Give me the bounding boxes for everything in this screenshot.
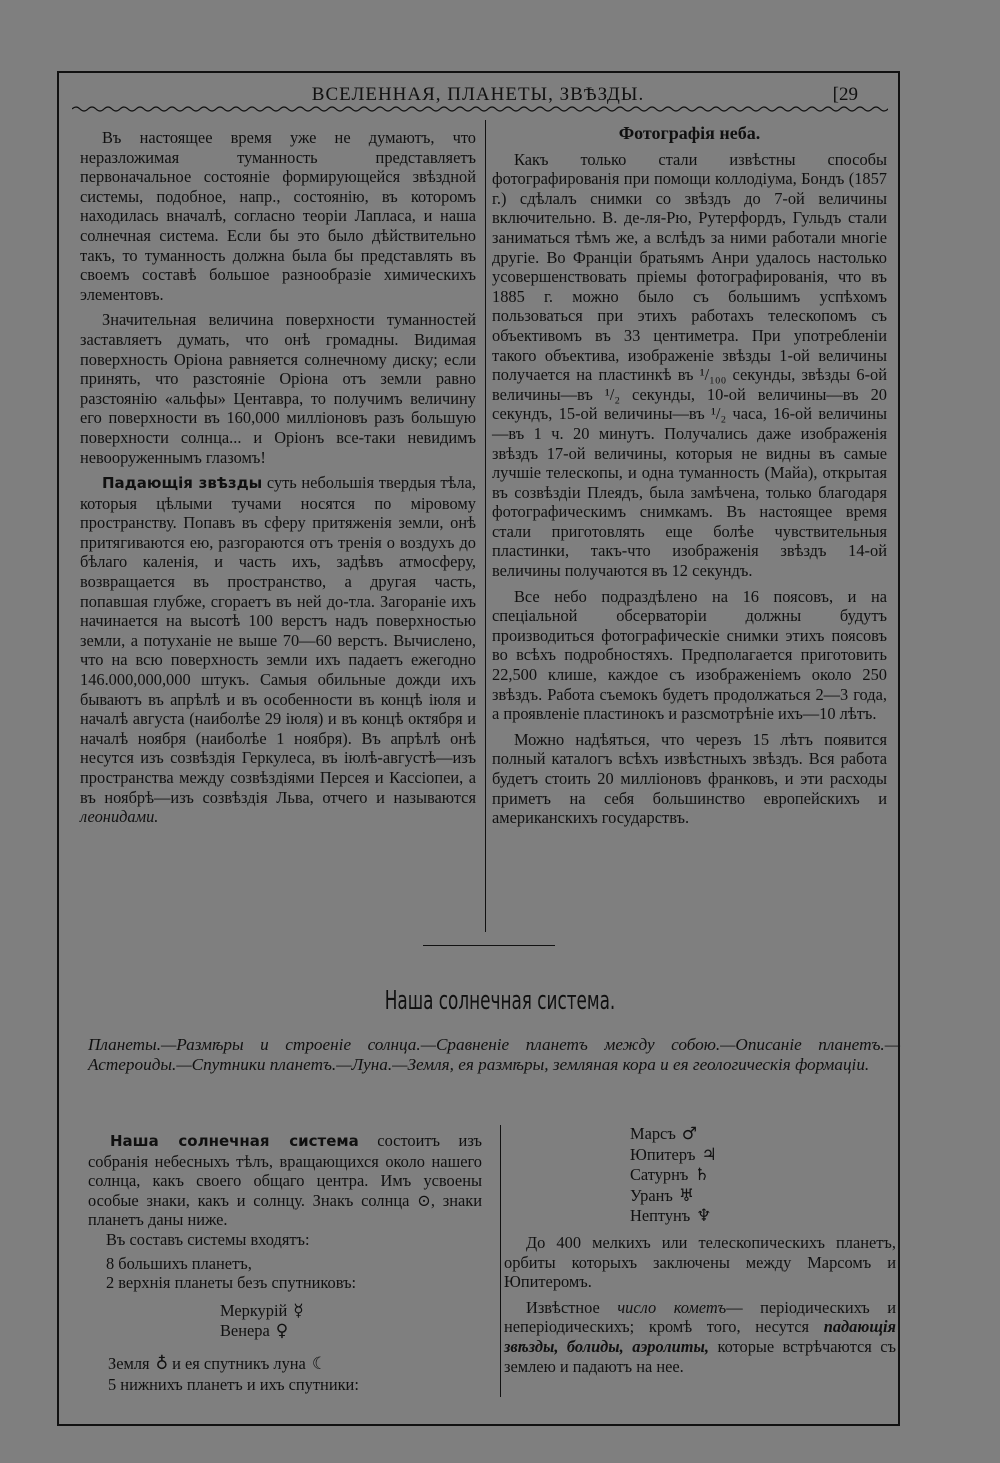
lower-planets-list — [504, 1124, 896, 1227]
uranus-symbol-icon: ♅ — [678, 1185, 695, 1206]
paragraph-catalog: Можно надѣяться, что черезъ 15 лѣтъ появится полный каталогъ всѣхъ извѣстныхъ звѣздъ. Вся работа будетъ стоить 20 милліоновъ франковъ, и эти расходы приметъ на себя большинство европейскихъ и американскихъ государствъ. — [492, 729, 887, 828]
column-divider-bottom — [500, 1125, 501, 1397]
neptune-name: Нептунъ — [630, 1206, 691, 1226]
earth-line — [88, 1354, 482, 1375]
page-number: [29 — [832, 84, 858, 105]
meteors-terms: падающія звѣзды, болиды, аэролиты, — [504, 1317, 896, 1356]
paragraph-solar-intro — [88, 1131, 482, 1230]
moon-symbol-icon: ☾ — [311, 1353, 328, 1374]
left-column — [80, 128, 476, 833]
section-title: Наша солнечная система. — [384, 986, 616, 1016]
uranus-name: Уранъ — [630, 1185, 673, 1205]
meteors-text: суть небольшія твердыя тѣла, которыя цѣлыми тучами носятся по міровому пространству. Попавъ въ сферу притяженія земли, онѣ притягиваются ею, разгораются отъ тренія о воздухъ до бѣлаго каленія, и часть ихъ, задѣвъ атмосферу, возвращается въ пространство, а другая часть, попавшая глубже, сгораетъ въ ней до-тла. Загораніе ихъ начинается на высотѣ 100 верстъ надъ поверхностью земли, а потуханіе не выше 70—60 верстъ. Вычислено, что на всю поверхность земли ихъ падаетъ ежегодно 146.000,000,000 штукъ. Самыя обильные дожди ихъ бываютъ въ апрѣлѣ и въ особенности въ концѣ іюля и началѣ августа (наиболѣе 29 іюля) и въ концѣ октября и началѣ ноября (наиболѣе 1 ноября). Въ апрѣлѣ онѣ несутся изъ созвѣздія Геркулеса, въ іюлѣ-августѣ—изъ пространства между созвѣздіями Персея и Кассіопеи, а въ ноябрѣ—изъ созвѣздія Льва, отчего и называются — [80, 473, 476, 807]
comets-term: число кометъ — [617, 1297, 727, 1317]
venus-symbol-icon: ♀ — [275, 1321, 289, 1342]
jupiter-name: Юпитеръ — [630, 1144, 696, 1164]
comets-text-a: Извѣстное — [526, 1297, 618, 1317]
planet-saturn — [630, 1165, 896, 1186]
saturn-name: Сатурнъ — [630, 1165, 689, 1185]
mars-symbol-icon: ♂ — [681, 1124, 698, 1144]
section-divider — [423, 945, 555, 946]
planet-neptune — [630, 1206, 896, 1227]
mars-name: Марсъ — [630, 1124, 676, 1143]
photography-title: Фотографія неба. — [618, 123, 761, 143]
earth-name: Земля — [108, 1353, 150, 1373]
paragraph-photo-history: Какъ только стали извѣстны способы фотографированія при помощи коллодіума, Бондъ (1857 г.) сдѣлалъ снимки со звѣздъ до 7-ой величины включительно. В. де-ля-Рю, Рутерфордъ, Гульдъ стали заниматься тѣмъ же, а вслѣдъ за ними работали многіе другіе. Во Франціи братьямъ Анри удалось настолько усовершенствовать пріемы фотографированія, что въ 1885 г. можно было съ большимъ успѣхомъ пользоваться при этихъ работахъ телескопомъ съ объективомъ въ 33 центиметра. При употребленіи такого объектива, изображеніе звѣзды 1-ой величины получается на пластинкѣ въ ¹/₁₀₀ секунды, звѣзды 6-ой величины—въ ¹/₂ секунды, 10-ой величины—въ 20 секундъ, 15-ой величины—въ ¹/₂ часа, 16-ой величины—въ 1 ч. 20 минутъ. Получались даже изображенія звѣздъ 17-ой величины, которыя не видны въ самые лучшіе телескопы, и одна туманность (Майа), открытая въ созвѣздіи Плеядъ, была замѣчена, только благодаря фотографическимъ снимкамъ. Въ настоящее время стали приготовлять еще болѣе чувствительныя пластинки, такъ-что изображенія звѣздъ 14-ой величины получаются въ 12 секундъ. — [492, 149, 887, 581]
column-divider-top — [485, 120, 486, 932]
planet-mars — [630, 1124, 896, 1145]
planet-uranus — [630, 1186, 896, 1207]
earth-moon-text: и ея спутникъ луна — [172, 1353, 306, 1373]
jupiter-symbol-icon: ♃ — [701, 1144, 717, 1165]
mercury-name: Меркурій — [220, 1300, 288, 1320]
composition-line: Въ составъ системы входятъ: — [106, 1229, 310, 1249]
comets-text-c: которые встрѣчаются съ землею и падаютъ на нее. — [504, 1336, 896, 1376]
planet-venus — [220, 1321, 482, 1342]
section-subheading: Планеты.—Размѣры и строеніе солнца.—Сравненіе планетъ между собою.—Описаніе планетъ.—Астероиды.—Спутники планетъ.—Луна.—Земля, ея размѣры, земляная кора и ея геологическія формаціи. — [88, 1035, 900, 1074]
paragraph-sky-zones: Все небо подраздѣлено на 16 поясовъ, и на спеціальной обсерваторіи должны будутъ производиться фотографическіе снимки этихъ поясовъ во всѣхъ подробностяхъ. Предполагается приготовить 22,500 клише, каждое съ изображеніемъ около 250 звѣздъ. Работа съемокъ будетъ продолжаться 2—3 года, а проявленіе пластинокъ и разсмотрѣніе ихъ—10 лѣтъ. — [492, 586, 887, 724]
solar-system-right-column — [504, 1124, 896, 1382]
upper-planets-list — [88, 1301, 482, 1342]
comets-text-b: — періодическихъ и непеpіодическихъ; кромѣ того, несутся — [504, 1297, 896, 1337]
big-planets-line: 8 большихъ планетъ, — [106, 1253, 252, 1273]
paragraph-comets — [504, 1298, 896, 1376]
saturn-symbol-icon: ♄ — [694, 1165, 710, 1186]
venus-name: Венера — [220, 1321, 270, 1341]
paragraph-asteroids: До 400 мелкихъ или телескопическихъ планетъ, орбиты которыхъ заключены между Марсомъ и Юпитеромъ. — [504, 1232, 896, 1292]
planet-mercury — [220, 1301, 482, 1322]
solar-intro-text: состоитъ изъ собранія небесныхъ тѣлъ, вращающихся около нашего солнца, какъ своего общаго центра. Имъ усвоены особые знаки, какъ и солнцу. Знакъ солнца ⊙, знаки планетъ даны ниже. — [88, 1131, 482, 1230]
running-title: ВСЕЛЕННАЯ, ПЛАНЕТЫ, ЗВѢЗДЫ. — [311, 84, 645, 105]
paragraph-meteors — [80, 473, 476, 827]
right-column — [492, 124, 887, 834]
solar-system-left-column — [88, 1131, 482, 1394]
paragraph-orion: Значительная величина поверхности туманностей заставляетъ думать, что онѣ громадны. Видимая поверхность Оріона равняется солнечному диску; если принять, что разстояніе Оріона отъ земли равно разстоянію «альфы» Центавра, то получимъ величину его поверхности въ 160,000 милліоновъ разъ большую поверхности солнца... и Оріонъ все-таки невидимъ невооруженнымъ глазомъ! — [80, 310, 476, 467]
mercury-symbol-icon: ☿ — [293, 1300, 304, 1321]
lower-planets-line: 5 нижнихъ планетъ и ихъ спутники: — [108, 1374, 359, 1394]
solar-system-heading: Наша солнечная система — [110, 1132, 359, 1150]
paragraph-nebula: Въ настоящее время уже не думаютъ, что неразложимая туманность представляетъ первоначальное состояніе формирующейся звѣздной системы, подобное, напр., состоянію, въ которомъ находилась вначалѣ, согласно теоріи Лапласа, и наша солнечная система. Если бы это было дѣйствительно такъ, то туманность должна была бы представлять въ своемъ составѣ большое разнообразіе химическихъ элементовъ. — [80, 128, 476, 304]
planet-jupiter — [630, 1145, 896, 1166]
header-wavy-rule — [72, 104, 888, 114]
meteors-heading: Падающія звѣзды — [102, 474, 263, 493]
upper-planets-line: 2 верхнія планеты безъ спутниковъ: — [106, 1273, 357, 1293]
neptune-symbol-icon: ♆ — [696, 1206, 712, 1227]
earth-symbol-icon: ♁ — [155, 1353, 169, 1374]
leonids-term: леонидами. — [80, 807, 159, 827]
